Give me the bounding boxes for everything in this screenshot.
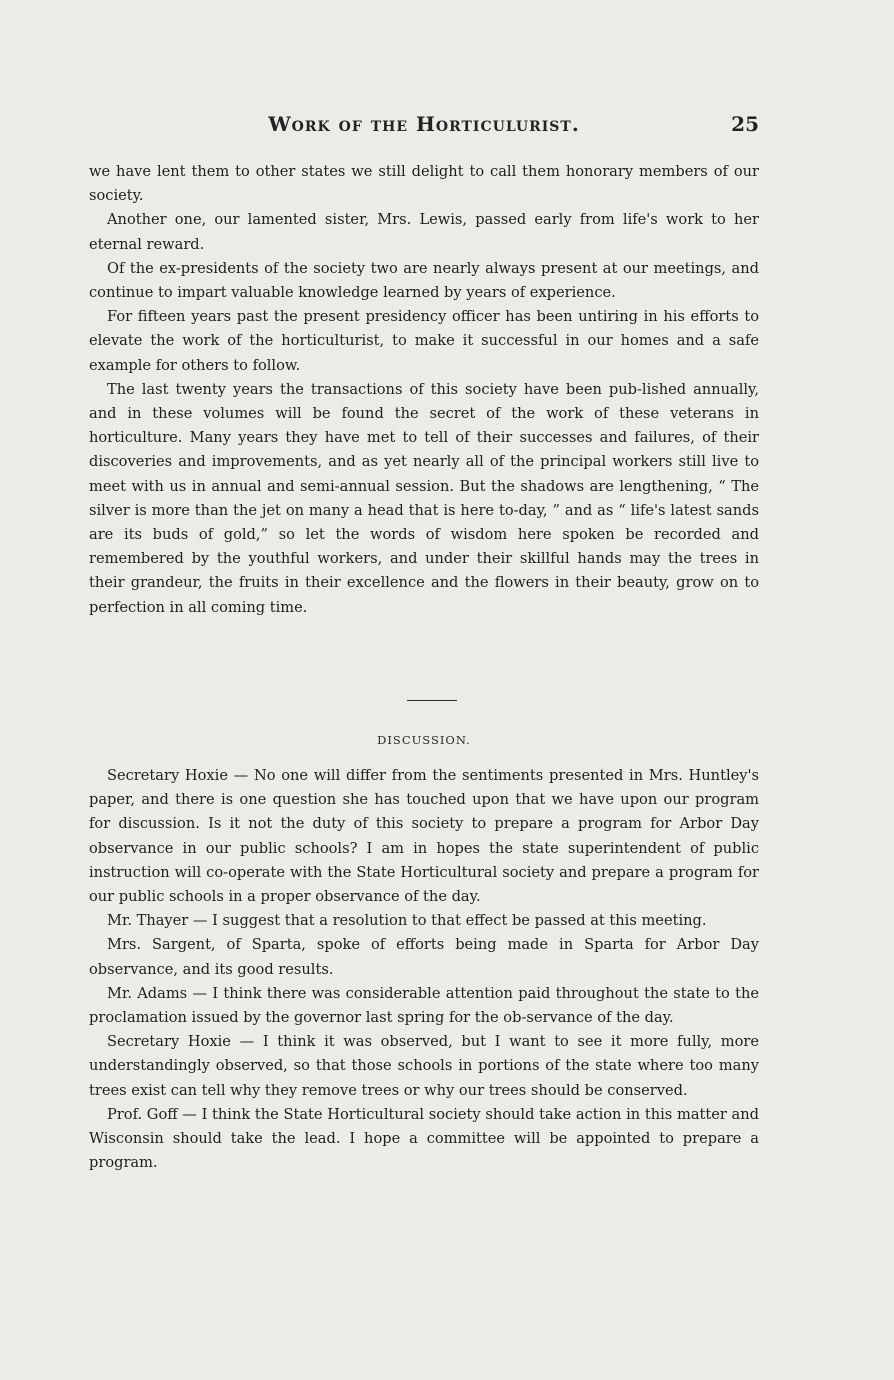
discussion-paragraph: Secretary Hoxie — I think it was observed, but I want to see it more fully, more understandingly observed, so that those schools in portions of the state where too many trees exist can tell why they remove trees or why our trees should be conserved. [89, 1033, 759, 1099]
paragraph: we have lent them to other states we still delight to call them honorary members of our society. [89, 163, 759, 205]
section-divider [407, 700, 457, 701]
paragraph: The last twenty years the transactions of this society have been pub-lished annually, and in these volumes will be found the secret of the work of these veterans in horticulture. Many years they have met to tell of their successes and failures, of their discoveries and improvements, and as yet nearly all of the principal workers still live to meet with us in annual and semi-annual session. But the shadows are lengthening, “ The silver is more than the jet on many a head that is here to-day, ” and as “ life's latest sands are its buds of gold,” so let the words of wisdom here spoken be recorded and remembered by the youthful workers, and under their skillful hands may the trees in their grandeur, the fruits in their excellence and the flowers in their beauty, grow on to perfection in all coming time. [89, 380, 759, 616]
discussion-paragraph: Secretary Hoxie — No one will differ from the sentiments presented in Mrs. Huntley's paper, and there is one question she has touched upon that we have upon our program for discussion. Is it not the duty of this society to prepare a program for Arbor Day observance in our public schools? I am in hopes the state superintendent of public instruction will co-operate with the State Horticultural society and prepare a program for our public schools in a proper observance of the day. [89, 767, 759, 906]
discussion-paragraph: Mr. Thayer — I suggest that a resolution to that effect be passed at this meeting. [107, 912, 707, 930]
paragraph: For fifteen years past the present presidency officer has been untiring in his efforts to elevate the work of the horticulturist, to make it successful in our homes and a safe example for others to follow. [89, 308, 759, 374]
paragraph: Of the ex-presidents of the society two are nearly always present at our meetings, and continue to impart valuable knowledge learned by years of experience. [89, 259, 759, 302]
discussion-paragraph: Mr. Adams — I think there was considerable attention paid throughout the state to the proclamation issued by the governor last spring for the ob-servance of the day. [89, 984, 759, 1027]
discussion-paragraph: Mrs. Sargent, of Sparta, spoke of efforts being made in Sparta for Arbor Day observance, and its good results. [89, 936, 759, 978]
discussion-text [89, 764, 759, 1175]
running-head [89, 112, 759, 142]
page-number: 25 [731, 112, 759, 136]
running-title: Work of the Horticulurist. [268, 112, 580, 136]
paragraph: Another one, our lamented sister, Mrs. Lewis, passed early from life's work to her eternal reward. [89, 211, 759, 253]
discussion-heading: DISCUSSION. [377, 733, 471, 747]
article-text [89, 160, 759, 620]
discussion-paragraph: Prof. Goff — I think the State Horticultural society should take action in this matter and Wisconsin should take the lead. I hope a committee will be appointed to prepare a program. [89, 1105, 759, 1172]
